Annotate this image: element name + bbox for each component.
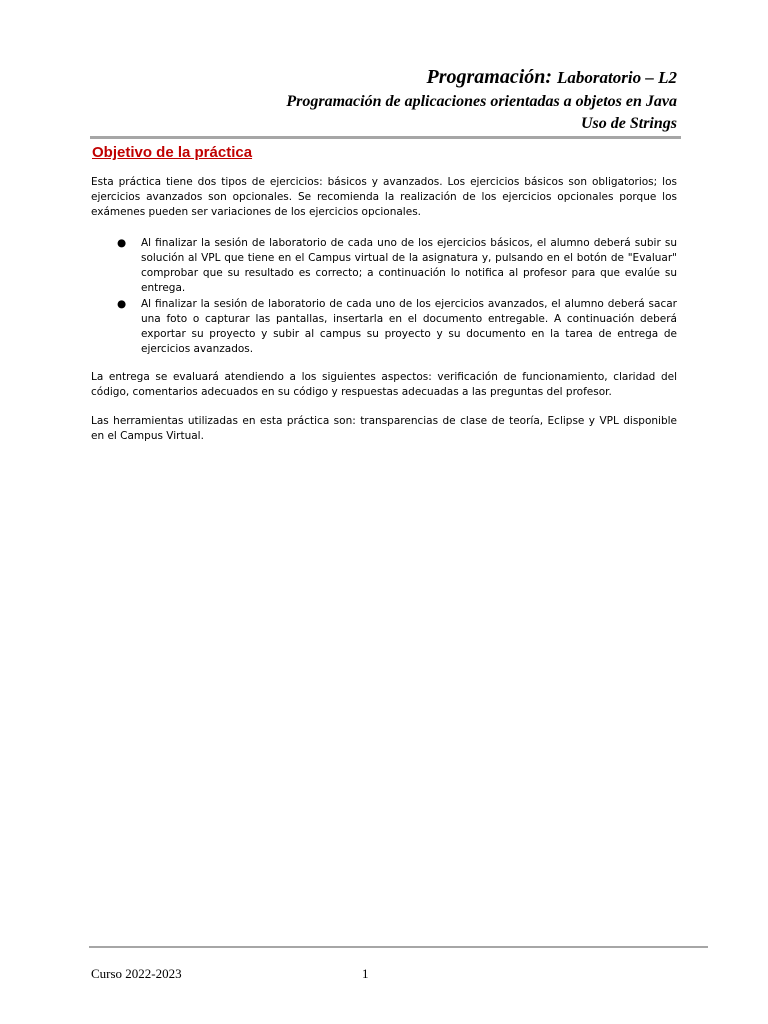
- header-title-sub: Laboratorio – L2: [557, 68, 677, 87]
- header-subtitle: Programación de aplicaciones orientadas a objetos en Java: [286, 93, 677, 110]
- tools-paragraph: Las herramientas utilizadas en esta práctica son: transparencias de clase de teoría, Eclipse y VPL disponible en el Campus Virtual.: [91, 415, 677, 442]
- evaluation-paragraph: La entrega se evaluará atendiendo a los siguientes aspectos: verificación de funcionamiento, claridad del código, comentarios adecuados en su código y respuestas adecuadas a las preguntas del profesor.: [91, 371, 677, 398]
- instructions-list: [91, 236, 677, 358]
- header-title-main: Programación:: [426, 66, 553, 88]
- header-divider: [90, 136, 681, 139]
- list-item-text: Al finalizar la sesión de laboratorio de cada uno de los ejercicios avanzados, el alumno deberá sacar una foto o capturar las pantallas, insertarla en el documento entregable. A continuación deberá exportar su proyecto y subir al campus su proyecto y su documento en la tarea de entrega de ejercicios avanzados.: [141, 298, 677, 355]
- intro-paragraph: Esta práctica tiene dos tipos de ejercicios: básicos y avanzados. Los ejercicios básicos son obligatorios; los ejercicios avanzados son opcionales. Se recomienda la realización de los ejercicios opcionales porque los exámenes pueden ser variaciones de los ejercicios opcionales.: [91, 176, 677, 218]
- section-title: Objetivo de la práctica: [92, 144, 253, 161]
- list-item-text: Al finalizar la sesión de laboratorio de cada uno de los ejercicios básicos, el alumno deberá subir su solución al VPL que tiene en el Campus virtual de la asignatura y, pulsando en el botón de "Evaluar" comprobar que su resultado es correcto; a continuación lo notifica al profesor para que evalúe su entrega.: [141, 237, 677, 294]
- page-header: [90, 64, 677, 135]
- bullet-icon: ●: [117, 237, 127, 249]
- header-topic: Uso de Strings: [580, 115, 677, 132]
- list-item: [91, 297, 677, 357]
- list-item: [91, 236, 677, 296]
- header-title: [90, 64, 677, 91]
- bullet-icon: ●: [117, 298, 127, 310]
- footer-course: Curso 2022-2023: [91, 966, 182, 981]
- page-number: 1: [362, 966, 369, 981]
- footer-divider: [89, 946, 708, 948]
